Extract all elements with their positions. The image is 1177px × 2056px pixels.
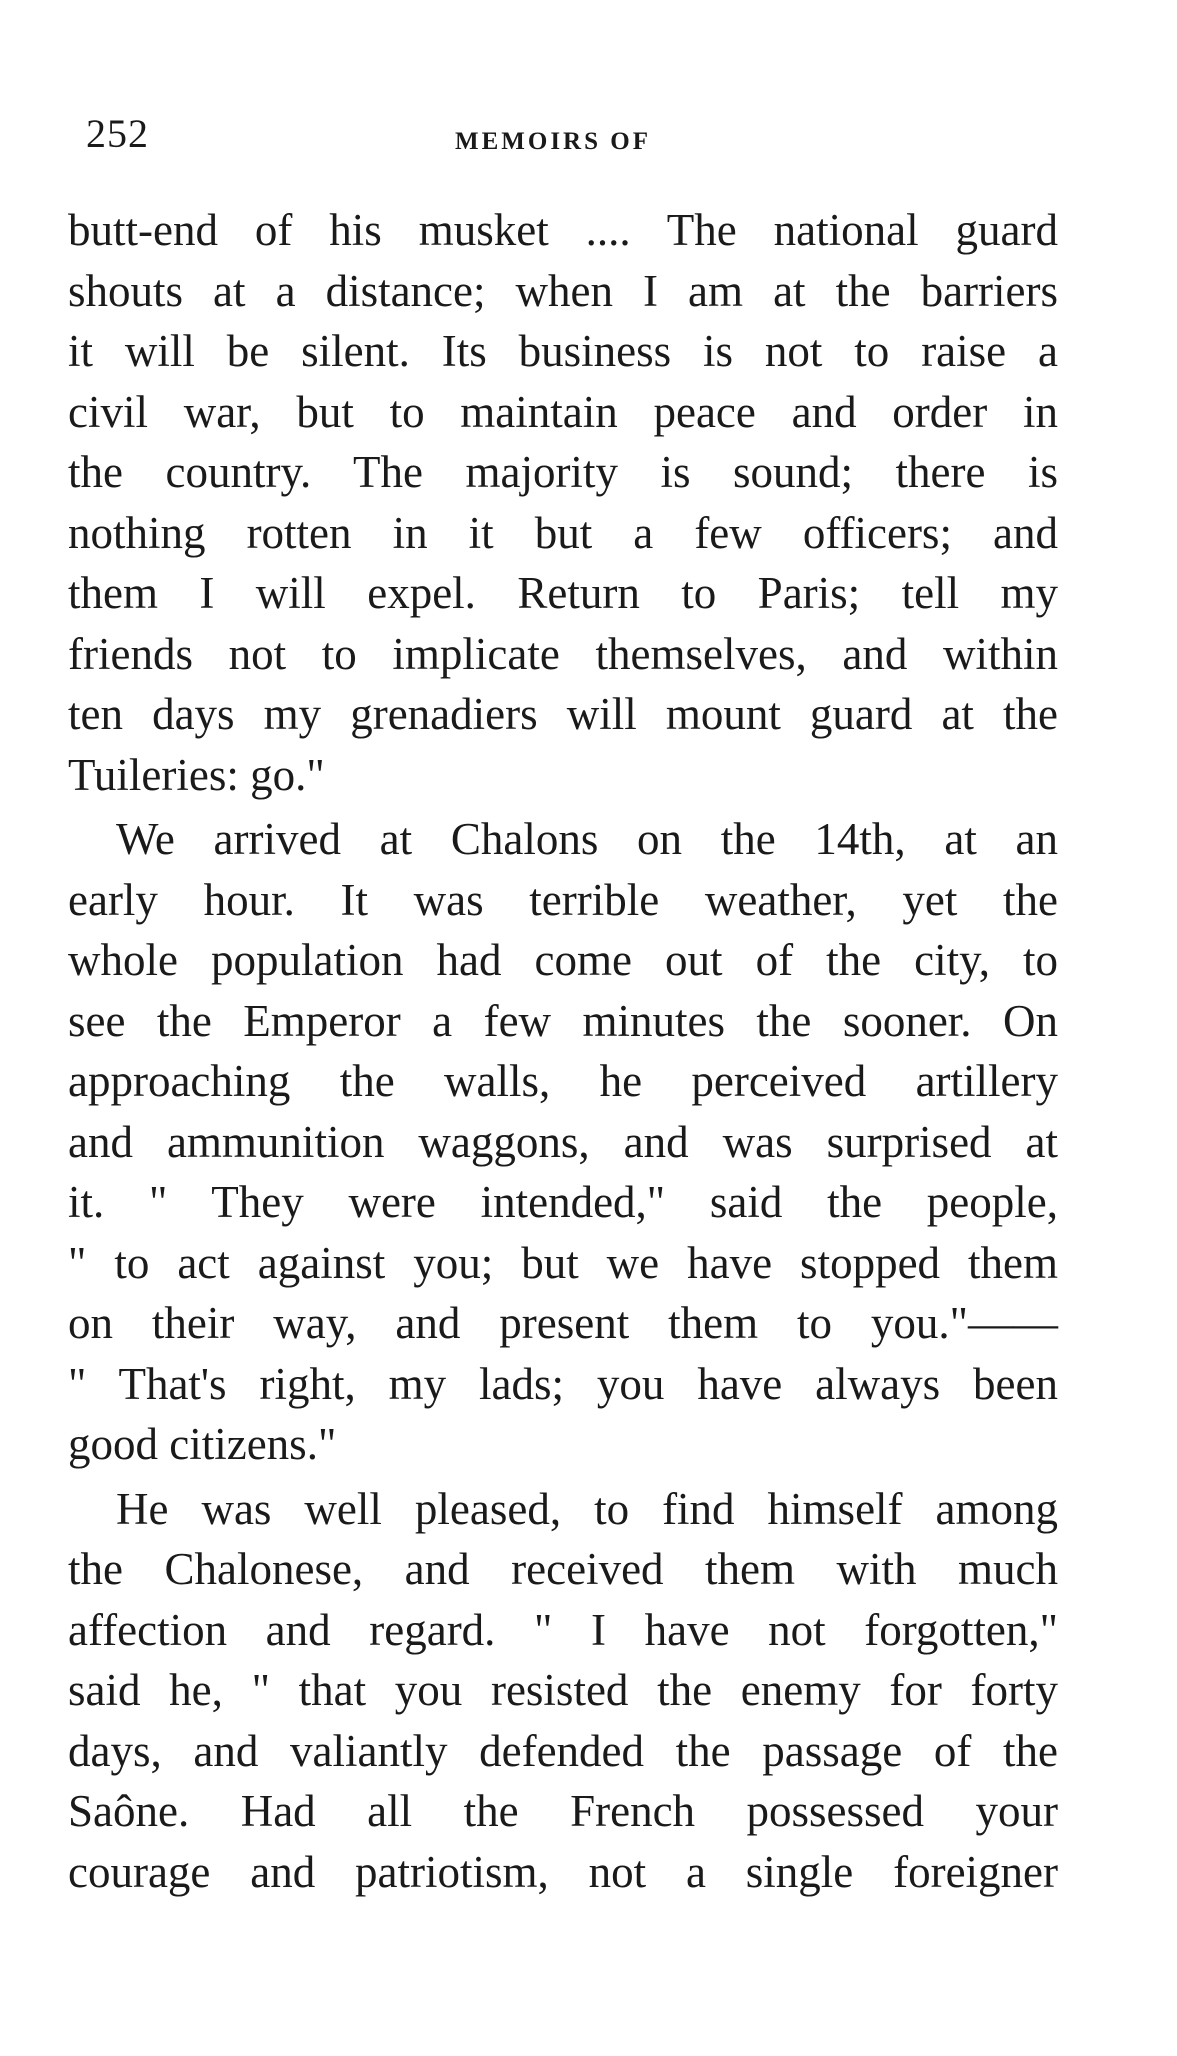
text-line: Tuileries: go." [68,749,325,800]
text-line: the country. The majority is sound; there is [68,447,1058,497]
text-line: and ammunition waggons, and was surprised at [68,1116,1058,1167]
text-line: on their way, and present them to you."—— [68,1298,1058,1348]
text-line: affection and regard. " I have not forgotten," [68,1604,1058,1655]
body-text [68,200,1058,1902]
running-head: MEMOIRS OF [455,128,651,155]
text-line: shouts at a distance; when I am at the barriers [68,265,1058,316]
text-line: said he, " that you resisted the enemy for forty [68,1665,1058,1715]
text-line: see the Emperor a few minutes the sooner. On [68,995,1058,1046]
text-line: nothing rotten in it but a few officers; and [68,507,1058,558]
text-line: it. " They were intended," said the people, [68,1177,1058,1227]
page-number: 252 [86,111,149,156]
text-line: good citizens." [68,1419,337,1469]
text-line: the Chalonese, and received them with much [68,1544,1058,1594]
text-line: whole population had come out of the city, to [68,935,1058,985]
text-line: approaching the walls, he perceived artillery [68,1056,1058,1106]
text-line: We arrived at Chalons on the 14th, at an [116,814,1058,864]
text-line: early hour. It was terrible weather, yet the [68,874,1058,925]
text-line: courage and patriotism, not a single foreigner [68,1846,1058,1897]
text-line: " to act against you; but we have stopped them [68,1237,1058,1288]
text-line: He was well pleased, to find himself among [116,1483,1058,1534]
paragraph-2 [68,809,1058,1475]
text-line: Saône. Had all the French possessed your [68,1786,1058,1836]
text-line: " That's right, my lads; you have always been [68,1358,1058,1409]
paragraph-1 [68,200,1058,805]
text-line: it will be silent. Its business is not to raise a [68,326,1058,376]
text-line: ten days my grenadiers will mount guard at the [68,689,1058,739]
text-line: civil war, but to maintain peace and order in [68,386,1058,437]
text-line: them I will expel. Return to Paris; tell my [68,568,1058,618]
text-line: days, and valiantly defended the passage of the [68,1725,1058,1776]
text-line: friends not to implicate themselves, and within [68,628,1058,679]
paragraph-3 [68,1479,1058,1903]
text-line: butt-end of his musket .... The national guard [68,205,1058,255]
